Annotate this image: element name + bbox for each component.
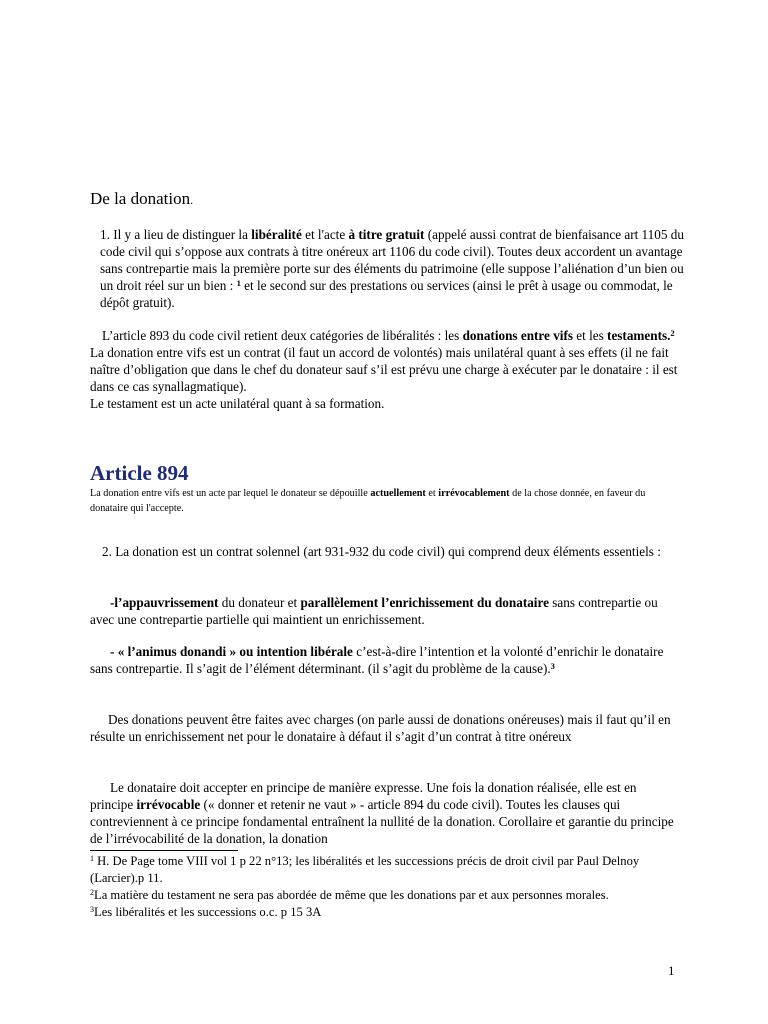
bold-term: parallèlement l’enrichissement du donataire [300,595,549,610]
paragraph-1 [90,226,690,311]
bold-term: irrévocable [136,797,201,812]
text-run: Le donataire doit accepter en principe de manière expresse. Une fois la donation réalisée, elle est en principe [90,780,637,812]
section-title-period: . [190,193,194,207]
bold-term: actuellement [370,488,426,499]
footnote-number: 2 [90,888,94,897]
section-title-text: De la donation [90,189,191,208]
bold-term: à titre gratuit [348,227,425,242]
footnote-ref[interactable]: 2 [670,327,675,338]
paragraph-4 [90,594,680,628]
article-text [90,486,668,516]
text-run: et l'acte [301,227,349,242]
text-run: et les [572,328,608,343]
bold-term: donations entre vifs [462,328,573,343]
footnote-text: H. De Page tome VIII vol 1 p 22 n°13; les libéralités et les successions précis de droit civil par Paul Delnoy (Larcier).p 11. [90,854,640,885]
paragraph-7 [90,779,680,847]
footnote-2 [90,887,680,904]
footnote-text: Les libéralités et les successions o.c. p 15 3A [94,905,322,919]
text-run: La donation entre vifs est un acte par lequel le donateur se dépouille [90,488,371,499]
footnotes [90,853,680,921]
paragraph-3 [90,543,680,560]
text-run: 2. La donation est un contrat solennel (art 931-932 du code civil) qui comprend deux éléments essentiels : [102,544,661,559]
footnote-ref[interactable]: 3 [550,660,555,671]
text-run: de la chose donnée, en faveur du donataire qui l'accepte. [90,488,646,514]
paragraph-5 [90,643,680,677]
footnote-number: 3 [90,905,94,914]
text-run: (« donner et retenir ne vaut » - article 894 du code civil). Toutes les clauses qui contreviennent à ce principe fondamental entraînent la nullité de la donation. Corollaire et garantie du principe de l’irrévocabilité de la donation, la donation [90,797,674,846]
text-run: La donation entre vifs est un contrat (il faut un accord de volontés) mais unilatéral quant à ses effets (il ne fait naître d’obligation que dans le chef du donateur sauf s’il est prévu une charge à exécuter par le donataire : il est dans ce cas synallagmatique). [90,345,678,394]
paragraph-6 [90,711,680,745]
bold-term: -l’appauvrissement [110,595,219,610]
text-run: du donateur et [218,595,301,610]
paragraph-2 [90,327,680,412]
bold-term: - « l’animus donandi » ou intention libérale [110,644,353,659]
text-run: et [425,488,439,499]
bold-term: irrévocablement [438,488,510,499]
article-title: Article 894 [90,461,189,485]
text-run: Il y a lieu de distinguer la [109,227,252,242]
footnote-ref[interactable]: 1 [236,277,241,288]
text-run: Le testament est un acte unilatéral quant à sa formation. [90,396,385,411]
section-title [90,189,193,210]
paragraph-number: 1. [100,227,110,242]
footnote-1 [90,853,680,887]
text-run: (appelé aussi contrat de bienfaisance art 1105 du code civil qui s’oppose aux contrats à titre onéreux art 1106 du code civil). Toutes deux accordent un avantage sans contrepartie mais la première porte sur des éléments du patrimoine (elle suppose l’aliénation d’un bien ou un droit réel sur un bien : [100,227,684,293]
footnote-separator [90,850,238,851]
bold-term: testaments. [607,328,671,343]
text-run: Des donations peuvent être faites avec charges (on parle aussi de donations onéreuses) mais il faut qu’il en résulte un enrichissement net pour le donataire à défaut il s’agit d’un contrat à titre onéreux [90,712,671,744]
text-run: et le second sur des prestations ou services (ainsi le prêt à usage ou commodat, le dépôt gratuit). [100,278,673,310]
text-run: sans contrepartie ou avec une contrepartie partielle qui maintient un enrichissement. [90,595,658,627]
page-number: 1 [668,963,675,978]
text-run: c’est-à-dire l’intention et la volonté d’enrichir le donataire sans contrepartie. Il s’agit de l’élément déterminant. (il s’agit du problème de la cause). [90,644,664,676]
footnote-number: 1 [90,854,94,863]
footnote-text: La matière du testament ne sera pas abordée de même que les donations par et aux personnes morales. [94,888,609,902]
footnote-3 [90,904,680,921]
bold-term: libéralité [251,227,302,242]
text-run: L’article 893 du code civil retient deux catégories de libéralités : les [102,328,463,343]
